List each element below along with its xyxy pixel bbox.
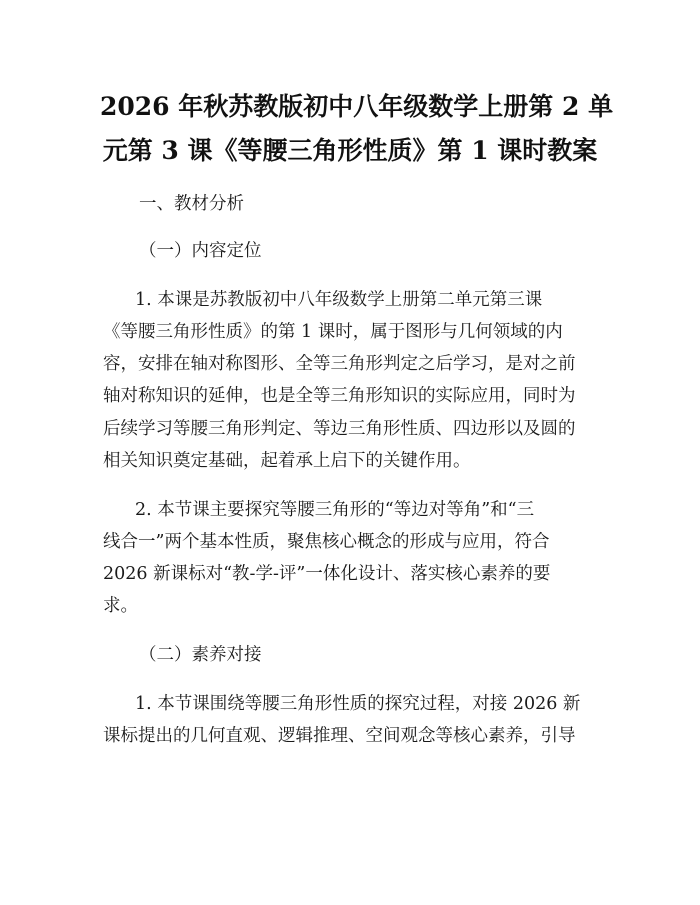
paragraph-line: 《等腰三角形性质》的第 1 课时，属于图形与几何领域的内 <box>103 322 563 342</box>
paragraph-line: 后续学习等腰三角形判定、等边三角形性质、四边形以及圆的 <box>103 419 576 439</box>
paragraph-line: 1. 本课是苏教版初中八年级数学上册第二单元第三课 <box>135 290 543 310</box>
subsection-heading: （一）内容定位 <box>139 241 262 261</box>
paragraph-line: 轴对称知识的延伸，也是全等三角形知识的实际应用，同时为 <box>103 386 576 406</box>
paragraph-line: 课标提出的几何直观、逻辑推理、空间观念等核心素养，引导 <box>103 726 576 746</box>
paragraph-line: 相关知识奠定基础，起着承上启下的关键作用。 <box>103 451 471 471</box>
subsection-heading: （二）素养对接 <box>139 645 262 665</box>
document-title-line-1: 2026 年秋苏教版初中八年级数学上册第 2 单 <box>100 92 614 121</box>
paragraph-line: 2026 新课标对“教-学-评”一体化设计、落实核心素养的要 <box>103 564 551 584</box>
paragraph-line: 求。 <box>103 596 138 616</box>
paragraph-line: 2. 本节课主要探究等腰三角形的“等边对等角”和“三 <box>135 500 535 520</box>
document-title-line-2: 元第 3 课《等腰三角形性质》第 1 课时教案 <box>102 136 598 165</box>
section-heading: 一、教材分析 <box>139 194 244 214</box>
paragraph-line: 线合一”两个基本性质，聚焦核心概念的形成与应用，符合 <box>103 532 550 552</box>
paragraph-line: 容，安排在轴对称图形、全等三角形判定之后学习，是对之前 <box>103 354 576 374</box>
paragraph-line: 1. 本节课围绕等腰三角形性质的探究过程，对接 2026 新 <box>135 694 581 714</box>
